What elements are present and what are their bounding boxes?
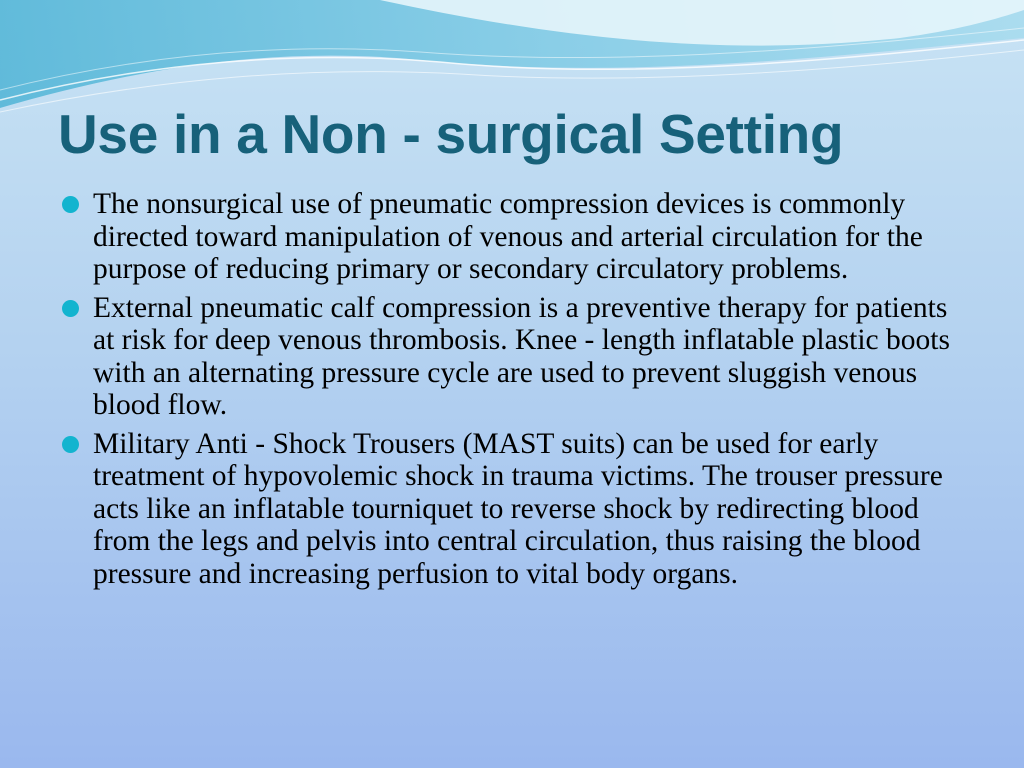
bullet-item [60, 428, 965, 591]
bullet-dot-icon [62, 436, 79, 453]
bullet-text: Military Anti - Shock Trousers (MAST suits) can be used for early treatment of hypovolemic shock in trauma victims. The trouser pressure acts like an inflatable tourniquet to reverse shock by redirecting blood from the legs and pelvis into central circulation, thus raising the blood pressure and increasing perfusion to vital body organs. [93, 427, 943, 590]
slide-title: Use in a Non - surgical Setting [58, 103, 844, 165]
bullet-text: The nonsurgical use of pneumatic compression devices is commonly directed toward manipulation of venous and arterial circulation for the purpose of reducing primary or secondary circulatory problems. [93, 188, 923, 285]
bullet-text: External pneumatic calf compression is a preventive therapy for patients at risk for deep venous thrombosis. Knee - length inflatable plastic boots with an alternating pressure cycle are used to prevent sluggish venous blood flow. [93, 291, 950, 421]
bullet-dot-icon [62, 196, 79, 213]
bullet-item [60, 188, 965, 286]
bullet-dot-icon [62, 300, 79, 317]
bullet-item [60, 292, 965, 422]
bullet-list [60, 188, 965, 596]
